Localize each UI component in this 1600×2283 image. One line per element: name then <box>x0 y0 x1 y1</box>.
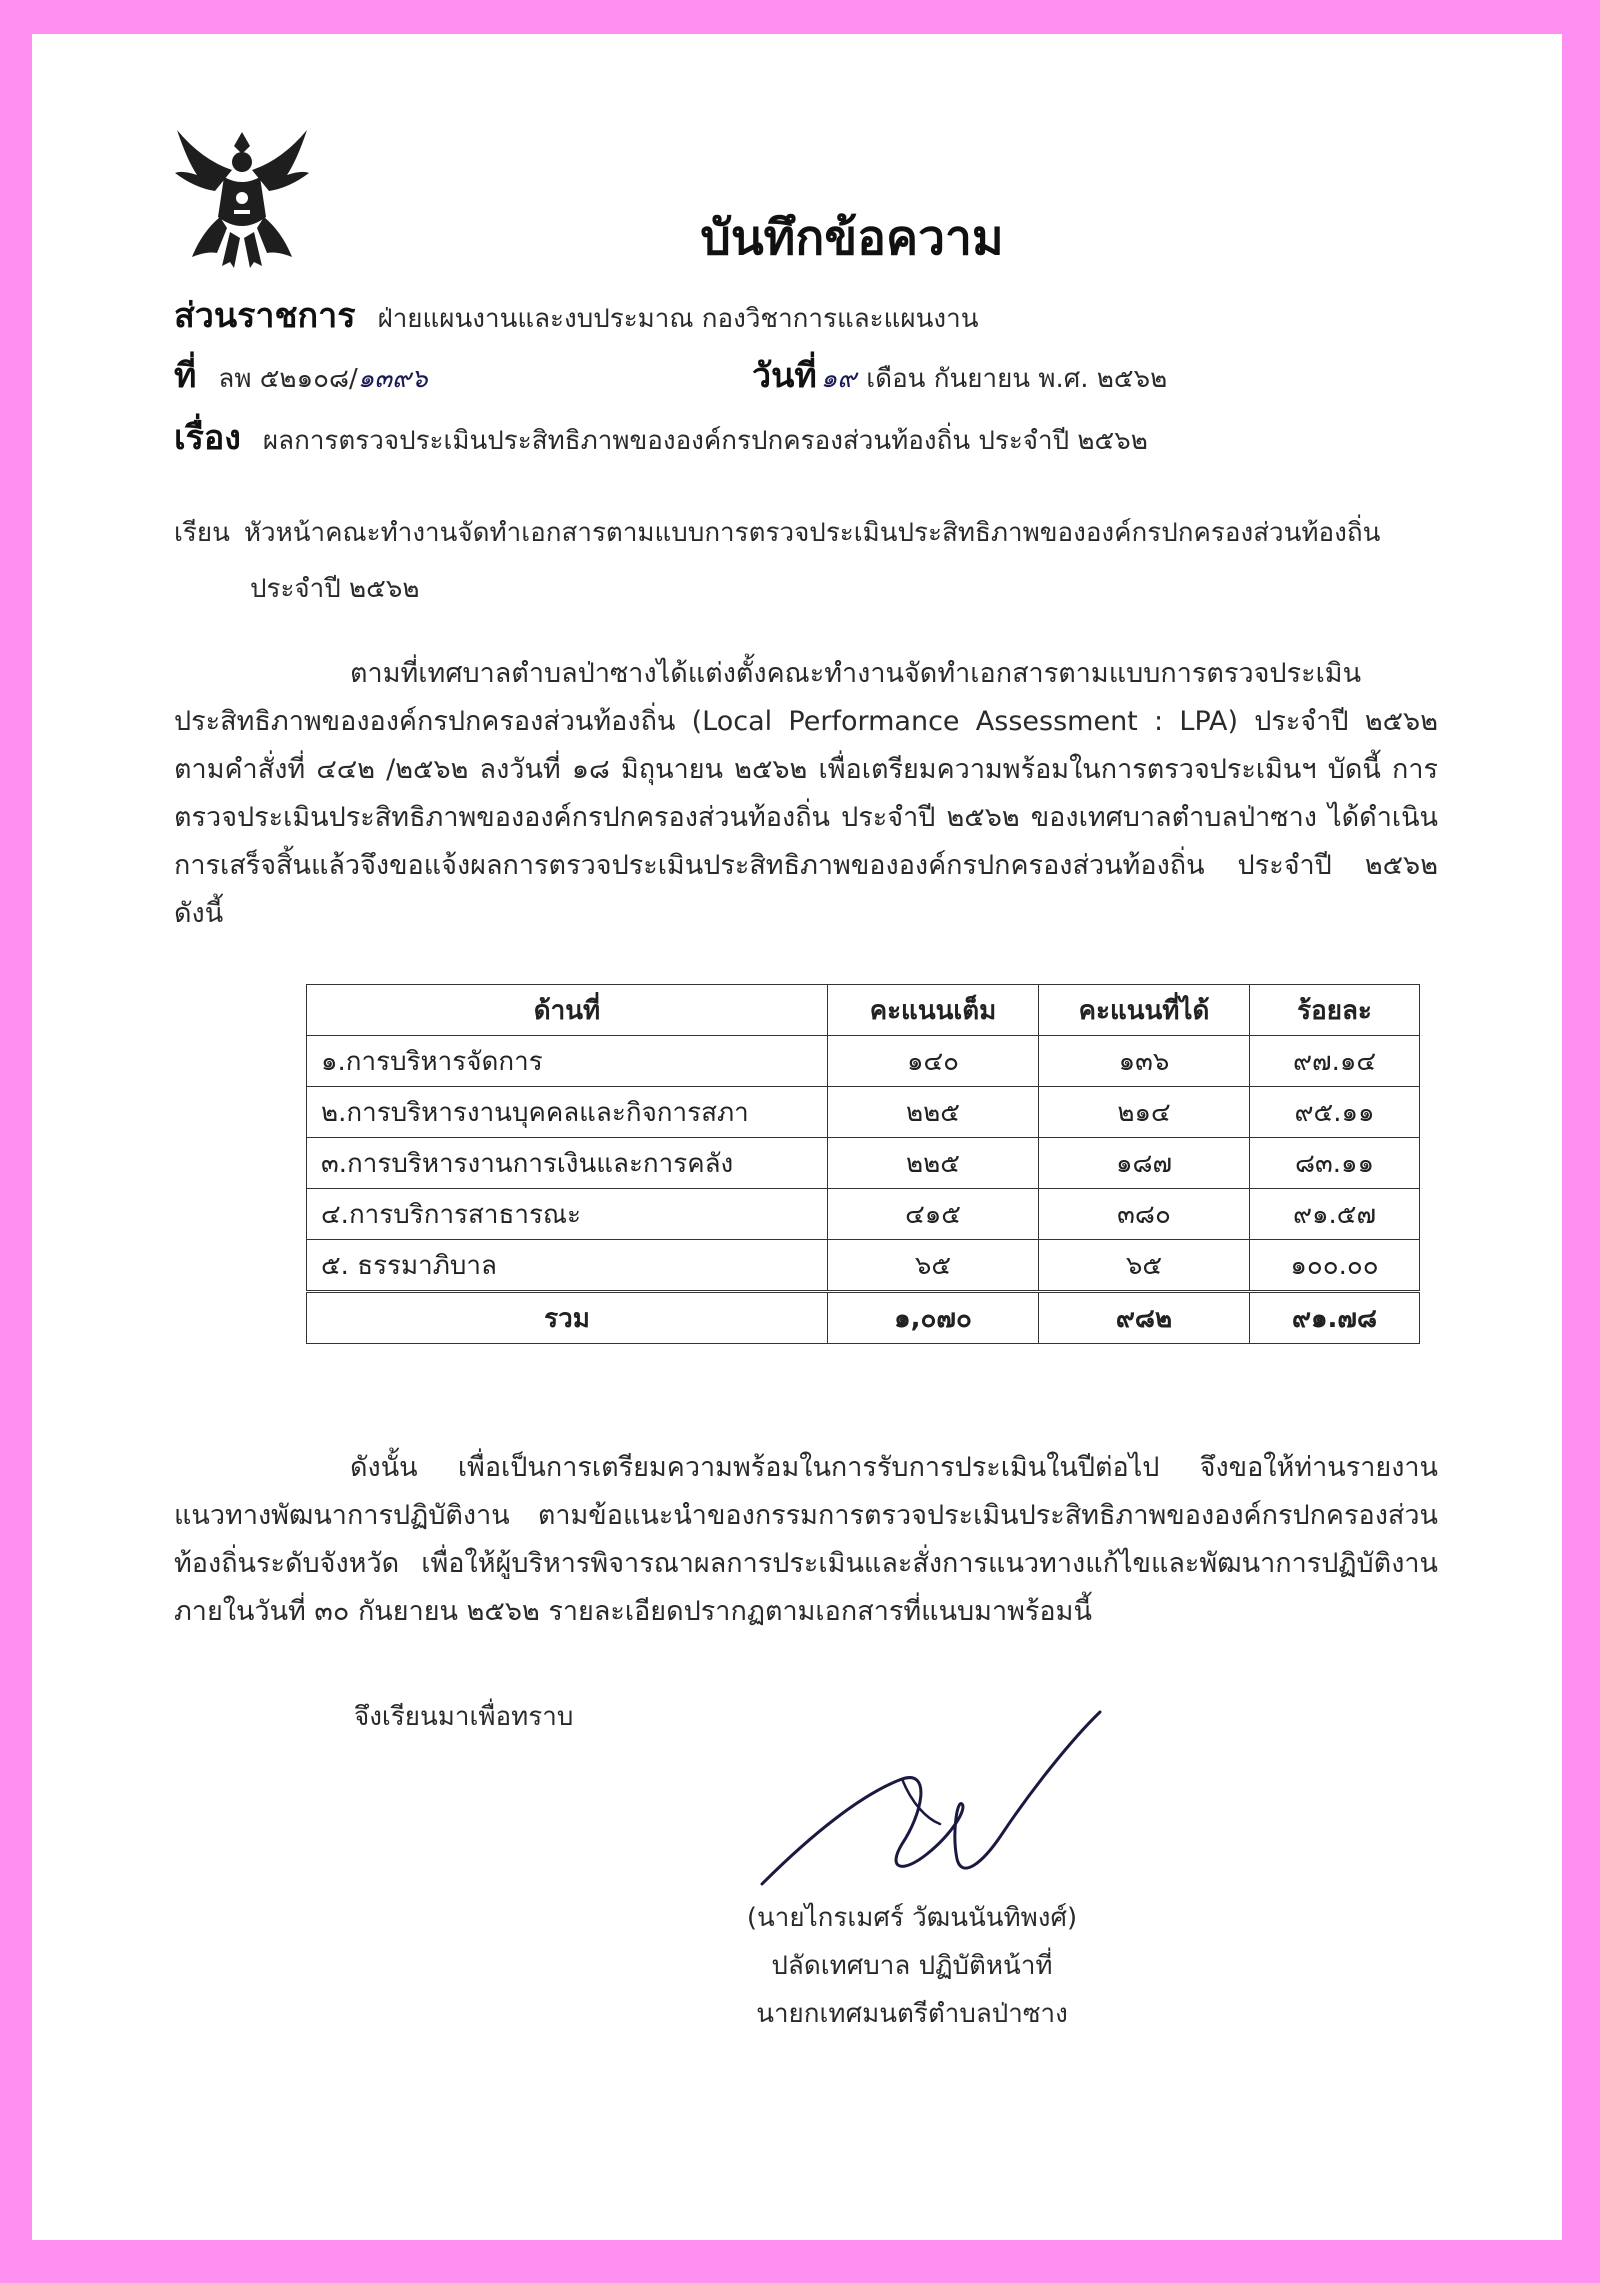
score-table <box>306 984 1420 1344</box>
memo-title: บันทึกข้อความ <box>700 210 1004 266</box>
paragraph-1 <box>174 650 1438 938</box>
agency-label: ส่วนราชการ <box>174 296 356 336</box>
ref-label: ที่ <box>174 356 197 396</box>
row-got: ๓๘๐ <box>1039 1189 1250 1240</box>
table-header-row <box>307 985 1420 1036</box>
subject-line <box>174 410 1148 464</box>
row-item: ๒.การบริหารงานบุคคลและกิจการสภา <box>307 1087 828 1138</box>
total-got: ๙๘๒ <box>1039 1292 1250 1344</box>
row-full: ๑๔๐ <box>828 1036 1039 1087</box>
ref-handwritten: ๑๓๙๖ <box>357 364 428 394</box>
table-row <box>307 1189 1420 1240</box>
row-pct: ๙๑.๕๗ <box>1250 1189 1420 1240</box>
table-row <box>307 1240 1420 1292</box>
row-got: ๖๕ <box>1039 1240 1250 1292</box>
table-row <box>307 1087 1420 1138</box>
to-line1: หัวหน้าคณะทำงานจัดทำเอกสารตามแบบการตรวจประเมินประสิทธิภาพขององค์กรปกครองส่วนท้องถิ่น <box>243 518 1381 548</box>
signature-icon <box>752 1684 1112 1894</box>
table-row <box>307 1138 1420 1189</box>
row-item: ๑.การบริหารจัดการ <box>307 1036 828 1087</box>
to-line <box>174 512 1380 553</box>
row-got: ๑๓๖ <box>1039 1036 1250 1087</box>
signer-block <box>692 1894 1132 2038</box>
date-value: เดือน กันยายน พ.ศ. ๒๕๖๒ <box>866 364 1168 394</box>
row-item: ๓.การบริหารงานการเงินและการคลัง <box>307 1138 828 1189</box>
row-pct: ๘๓.๑๑ <box>1250 1138 1420 1189</box>
row-pct: ๑๐๐.๐๐ <box>1250 1240 1420 1292</box>
row-full: ๔๑๕ <box>828 1189 1039 1240</box>
signer-position-1: ปลัดเทศบาล ปฏิบัติหน้าที่ <box>771 1951 1053 1981</box>
memo-page <box>32 34 1562 2240</box>
paragraph-1-text: ตามที่เทศบาลตำบลป่าซางได้แต่งตั้งคณะทำงานจัดทำเอกสารตามแบบการตรวจประเมินประสิทธิภาพขององค์กรปกครองส่วนท้องถิ่น (Local Performance Assessment : LPA) ประจำปี ๒๕๖๒ ตามคำสั่งที่ ๔๔๒ /๒๕๖๒ ลงวันที่ ๑๘ มิถุนายน ๒๕๖๒ เพื่อเตรียมความพร้อมในการตรวจประเมินฯ บัดนี้ การตรวจประเมินประสิทธิภาพขององค์กรปกครองส่วนท้องถิ่น ประจำปี ๒๕๖๒ ของเทศบาลตำบลป่าซาง ได้ดำเนินการเสร็จสิ้นแล้วจึงขอแจ้งผลการตรวจประเมินประสิทธิภาพขององค์กรปกครองส่วนท้องถิ่น ประจำปี ๒๕๖๒ ดังนี้ <box>174 658 1438 929</box>
header-item: ด้านที่ <box>307 985 828 1036</box>
row-pct: ๙๗.๑๔ <box>1250 1036 1420 1087</box>
paragraph-2-text: ดังนั้น เพื่อเป็นการเตรียมความพร้อมในการรับการประเมินในปีต่อไป จึงขอให้ท่านรายงานแนวทางพัฒนาการปฏิบัติงาน ตามข้อแนะนำของกรรมการตรวจประเมินประสิทธิภาพขององค์กรปกครองส่วนท้องถิ่นระดับจังหวัด เพื่อให้ผู้บริหารพิจารณาผลการประเมินและสั่งการแนวทางแก้ไขและพัฒนาการปฏิบัติงานภายในวันที่ ๓๐ กันยายน ๒๕๖๒ รายละเอียดปรากฏตามเอกสารที่แนบมาพร้อมนี้ <box>174 1452 1438 1627</box>
total-label: รวม <box>307 1292 828 1344</box>
header-full-score: คะแนนเต็ม <box>828 985 1039 1036</box>
date-label: วันที่ <box>752 356 817 396</box>
row-got: ๒๑๔ <box>1039 1087 1250 1138</box>
subject-label: เรื่อง <box>174 418 241 458</box>
closing-line <box>354 1696 573 1737</box>
row-item: ๔.การบริการสาธารณะ <box>307 1189 828 1240</box>
header-score-got: คะแนนที่ได้ <box>1039 985 1250 1036</box>
to-line2: ประจำปี ๒๕๖๒ <box>250 574 420 604</box>
row-item: ๕. ธรรมาภิบาล <box>307 1240 828 1292</box>
subject-value: ผลการตรวจประเมินประสิทธิภาพขององค์กรปกครองส่วนท้องถิ่น ประจำปี ๒๕๖๒ <box>262 426 1148 456</box>
row-got: ๑๘๗ <box>1039 1138 1250 1189</box>
closing-text: จึงเรียนมาเพื่อทราบ <box>354 1702 574 1732</box>
signer-name: (นายไกรเมศร์ วัฒนนันทิพงศ์) <box>746 1903 1078 1933</box>
ref-value: ลพ ๕๒๑๐๘/ <box>218 364 358 394</box>
table-total-row <box>307 1292 1420 1344</box>
agency-value: ฝ่ายแผนงานและงบประมาณ กองวิชาการและแผนงาน <box>377 304 979 334</box>
to-line-2 <box>250 568 420 609</box>
to-label: เรียน <box>174 518 230 548</box>
total-full: ๑,๐๗๐ <box>828 1292 1039 1344</box>
date-line <box>752 348 1167 402</box>
paragraph-2 <box>174 1444 1438 1636</box>
ref-line <box>174 348 428 402</box>
row-full: ๒๒๕ <box>828 1138 1039 1189</box>
signer-position-2: นายกเทศมนตรีตำบลป่าซาง <box>756 1999 1068 2029</box>
row-full: ๒๒๕ <box>828 1087 1039 1138</box>
row-full: ๖๕ <box>828 1240 1039 1292</box>
header-percent: ร้อยละ <box>1250 985 1420 1036</box>
date-day: ๑๙ <box>820 364 857 394</box>
total-pct: ๙๑.๗๘ <box>1250 1292 1420 1344</box>
row-pct: ๙๕.๑๑ <box>1250 1087 1420 1138</box>
table-row <box>307 1036 1420 1087</box>
agency-line <box>174 288 978 342</box>
